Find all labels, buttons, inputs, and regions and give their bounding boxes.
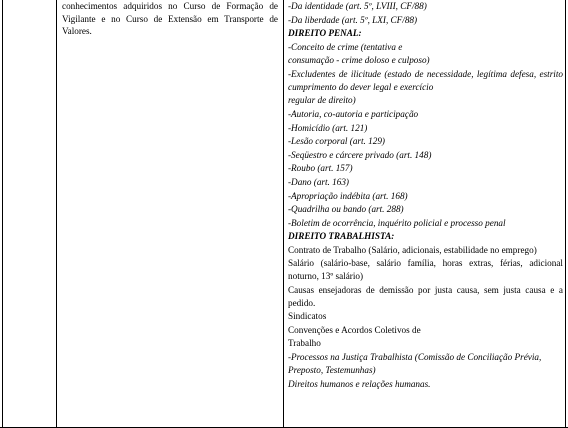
list-item: -Da liberdade (art. 5º, LXI, CF/88)	[288, 14, 418, 25]
list-item: Causas ensejadoras de demissão por justa causa, sem justa causa e a pedido.	[288, 284, 563, 308]
left-column-paragraph: conhecimentos adquiridos no Curso de Formação de Vigilante e no Curso de Extensão em Transporte de Valores.	[62, 1, 278, 37]
table-column-divider	[56, 0, 57, 428]
list-item: -Quadrilha ou bando (art. 288)	[288, 204, 404, 215]
list-item: -Apropriação indébita (art. 168)	[288, 190, 408, 201]
list-item: -Conceito de crime (tentativa e	[288, 41, 403, 52]
section-heading-direito-penal: DIREITO PENAL:	[288, 28, 362, 39]
right-column-content	[288, 0, 563, 391]
list-item: regular de direito)	[288, 95, 356, 106]
list-item: Preposto, Testemunhas)	[288, 364, 376, 375]
list-item: -Dano (art. 163)	[288, 176, 349, 187]
list-item: -Boletim de ocorrência, inquérito policial e processo penal	[288, 217, 506, 228]
section-heading-direito-trabalhista: DIREITO TRABALHISTA:	[288, 231, 395, 242]
list-item: -Autoria, co-autoria e participação	[288, 108, 419, 119]
list-item: -Processos na Justiça Trabalhista (Comissão de Conciliação Prévia,	[288, 351, 542, 362]
list-item: Contrato de Trabalho (Salário, adicionais, estabilidade no emprego)	[288, 244, 537, 255]
list-item: -Lesão corporal (art. 129)	[288, 136, 385, 147]
list-item: -Roubo (art. 157)	[288, 163, 353, 174]
list-item: -Homicídio (art. 121)	[288, 122, 368, 133]
table-column-divider	[283, 0, 284, 428]
table-border-right	[565, 0, 566, 428]
list-item: -Da identidade (art. 5º, LVIII, CF/88)	[288, 1, 427, 11]
list-item: Sindicatos	[288, 310, 327, 321]
list-item: Convenções e Acordos Coletivos de	[288, 324, 421, 335]
list-item: Trabalho	[288, 338, 321, 349]
list-item: consumação - crime doloso e culposo)	[288, 55, 430, 66]
list-item: Direitos humanos e relações humanas.	[288, 378, 431, 389]
list-item: Salário (salário-base, salário família, horas extras, férias, adicional noturno, 13º salário)	[288, 258, 563, 282]
table-border-left	[2, 0, 3, 428]
list-item: -Seqüestro e cárcere privado (art. 148)	[288, 149, 432, 160]
left-column-text	[62, 0, 278, 38]
list-item: -Excludentes de ilicitude (estado de necessidade, legítima defesa, estrito cumprimento do dever legal e exercício	[288, 68, 563, 93]
